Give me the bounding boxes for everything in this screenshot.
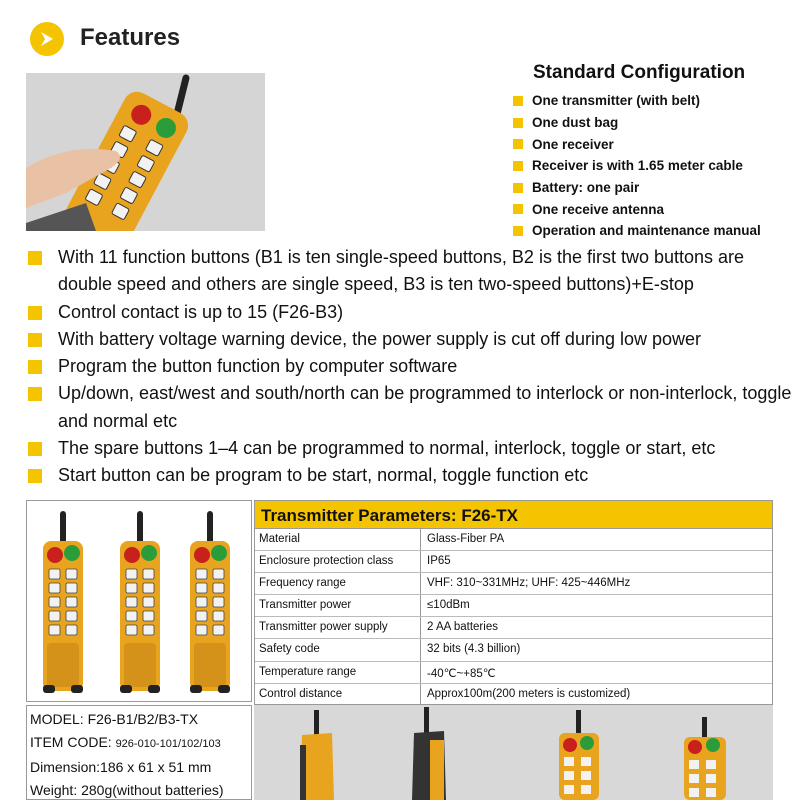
- bullet-square-icon: [28, 387, 42, 401]
- table-row: [255, 617, 772, 639]
- remote-variants-photo: [254, 705, 773, 800]
- feature-item: With 11 function buttons (B1 is ten single-speed buttons, B2 is the first two buttons are double speed and others are single speed, B3 is ten two-speed buttons)+E-stop: [28, 244, 798, 299]
- weight-line: Weight: 280g(without batteries): [30, 782, 224, 798]
- param-value: -40℃~+85℃: [427, 667, 496, 680]
- bullet-square-icon: [28, 333, 42, 347]
- list-item: One receiver: [513, 133, 800, 155]
- bullet-square-icon: [28, 360, 42, 374]
- dimension-line: Dimension:186 x 61 x 51 mm: [30, 759, 212, 775]
- standard-configuration-list: [513, 90, 800, 242]
- standard-configuration-title: Standard Configuration: [533, 62, 746, 83]
- bullet-square-icon: [513, 139, 523, 149]
- table-row: [255, 529, 772, 551]
- bullet-square-icon: [513, 204, 523, 214]
- param-label: Material: [255, 529, 421, 550]
- feature-item: The spare buttons 1–4 can be programmed to normal, interlock, toggle or start, etc: [28, 435, 798, 462]
- param-label: Transmitter power: [255, 595, 421, 616]
- list-item: One receive antenna: [513, 198, 800, 220]
- feature-item: Control contact is up to 15 (F26-B3): [28, 299, 798, 326]
- chevron-right-icon: [30, 22, 64, 56]
- bullet-square-icon: [513, 96, 523, 106]
- bullet-square-icon: [28, 442, 42, 456]
- page-title: Features: [80, 24, 181, 51]
- bullet-square-icon: [513, 161, 523, 171]
- list-item: Operation and maintenance manual: [513, 220, 800, 242]
- param-value: Glass-Fiber PA: [427, 533, 505, 545]
- feature-item: With battery voltage warning device, the power supply is cut off during low power: [28, 326, 798, 353]
- param-label: Control distance: [255, 684, 421, 706]
- hand-holding-remote-photo: [26, 73, 265, 231]
- param-label: Safety code: [255, 639, 421, 660]
- param-value: Approx100m(200 meters is customized): [427, 687, 631, 700]
- param-label: Frequency range: [255, 573, 421, 594]
- table-row: [255, 551, 772, 573]
- param-value: 2 AA batteries: [427, 621, 498, 634]
- item-code-line: ITEM CODE: 926-010-101/102/103: [30, 734, 221, 750]
- model-info-box: [26, 705, 252, 800]
- table-row: [255, 573, 772, 595]
- param-label: Transmitter power supply: [255, 617, 421, 638]
- param-value: 32 bits (4.3 billion): [427, 643, 521, 656]
- table-row: [255, 684, 772, 706]
- param-value: ≤10dBm: [427, 599, 470, 612]
- bullet-square-icon: [513, 226, 523, 236]
- feature-item: Up/down, east/west and south/north can be programmed to interlock or non-interlock, toggle and normal etc: [28, 380, 798, 435]
- feature-item: Program the button function by computer software: [28, 353, 798, 380]
- table-title: Transmitter Parameters: F26-TX: [255, 501, 772, 529]
- feature-item: Start button can be program to be start, normal, toggle function etc: [28, 462, 798, 489]
- list-item: Battery: one pair: [513, 177, 800, 199]
- table-row: [255, 595, 772, 617]
- features-list: [28, 244, 798, 490]
- list-item: One dust bag: [513, 112, 800, 134]
- three-remotes-photo: [26, 500, 252, 702]
- model-line: MODEL: F26-B1/B2/B3-TX: [30, 711, 199, 727]
- table-row: [255, 639, 772, 661]
- param-label: Enclosure protection class: [255, 551, 421, 572]
- transmitter-parameters-table: [254, 500, 773, 705]
- bullet-square-icon: [513, 183, 523, 193]
- table-row: [255, 662, 772, 684]
- bullet-square-icon: [28, 469, 42, 483]
- list-item: Receiver is with 1.65 meter cable: [513, 155, 800, 177]
- param-value: IP65: [427, 555, 451, 568]
- param-value: VHF: 310~331MHz; UHF: 425~446MHz: [427, 577, 631, 590]
- list-item: One transmitter (with belt): [513, 90, 800, 112]
- param-label: Temperature range: [255, 662, 421, 683]
- bullet-square-icon: [28, 306, 42, 320]
- bullet-square-icon: [513, 118, 523, 128]
- bullet-square-icon: [28, 251, 42, 265]
